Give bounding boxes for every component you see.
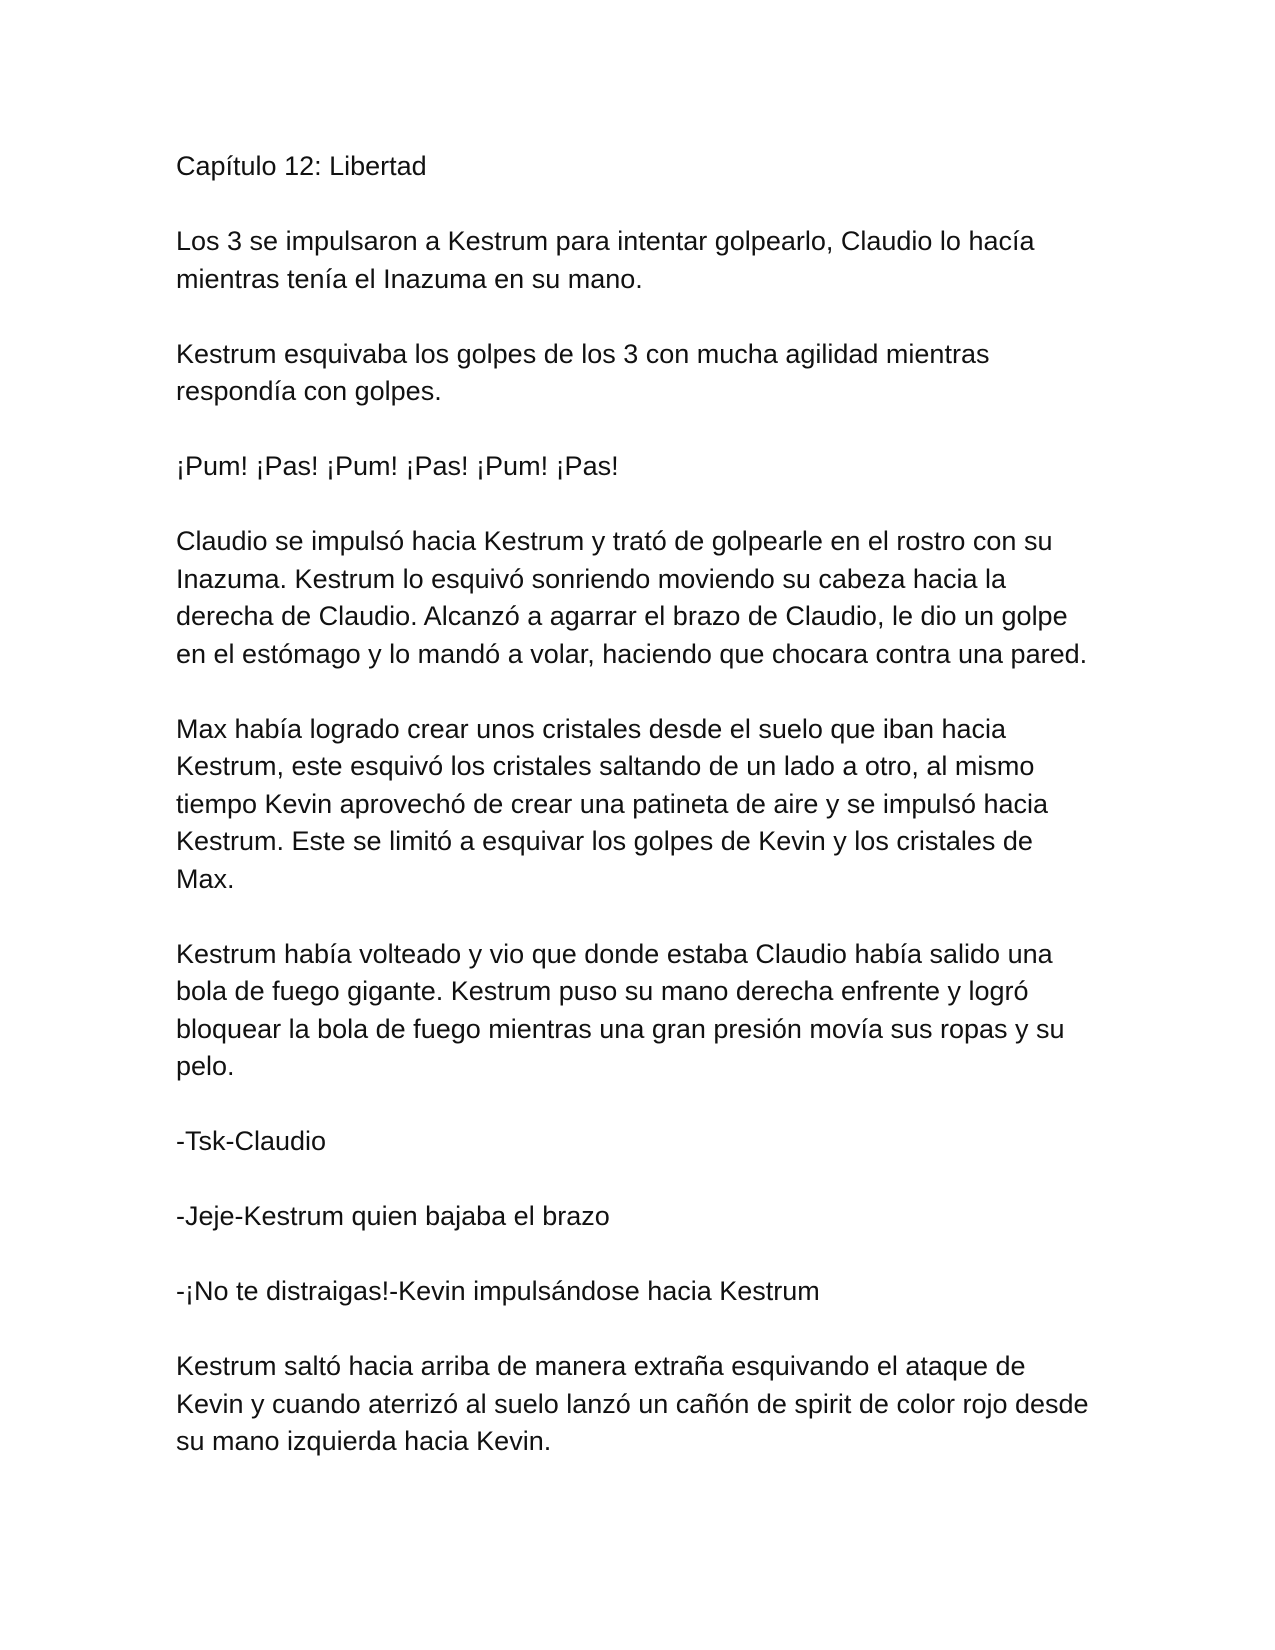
paragraph-2: Kestrum esquivaba los golpes de los 3 con mucha agilidad mientras respondía con golpes.	[176, 338, 990, 406]
document-body	[176, 148, 1096, 1498]
paragraph-5: Max había logrado crear unos cristales desde el suelo que iban hacia Kestrum, este esquivó los cristales saltando de un lado a otro, al mismo tiempo Kevin aprovechó de crear una patineta de aire y se impulsó hacia Kestrum. Este se limitó a esquivar los golpes de Kevin y los cristales de Max.	[176, 713, 1049, 894]
dialogue-line-2: -Jeje-Kestrum quien bajaba el brazo	[176, 1201, 610, 1231]
paragraph-7: Kestrum saltó hacia arriba de manera extraña esquivando el ataque de Kevin y cuando aterrizó al suelo lanzó un cañón de spirit de color rojo desde su mano izquierda hacia Kevin.	[176, 1351, 1089, 1456]
paragraph-1: Los 3 se impulsaron a Kestrum para intentar golpearlo, Claudio lo hacía mientras tenía el Inazuma en su mano.	[176, 226, 1035, 294]
paragraph-6: Kestrum había volteado y vio que donde estaba Claudio había salido una bola de fuego gigante. Kestrum puso su mano derecha enfrente y logró bloquear la bola de fuego mientras una gran presión movía sus ropas y su pelo.	[176, 938, 1065, 1081]
chapter-title: Capítulo 12: Libertad	[176, 151, 427, 181]
dialogue-line-3: -¡No te distraigas!-Kevin impulsándose hacia Kestrum	[176, 1276, 820, 1306]
dialogue-line-1: -Tsk-Claudio	[176, 1126, 327, 1156]
paragraph-3: ¡Pum! ¡Pas! ¡Pum! ¡Pas! ¡Pum! ¡Pas!	[176, 451, 619, 481]
paragraph-4: Claudio se impulsó hacia Kestrum y trató de golpearle en el rostro con su Inazuma. Kestrum lo esquivó sonriendo moviendo su cabeza hacia la derecha de Claudio. Alcanzó a agarrar el brazo de Claudio, le dio un golpe en el estómago y lo mandó a volar, haciendo que chocara contra una pared.	[176, 526, 1088, 669]
